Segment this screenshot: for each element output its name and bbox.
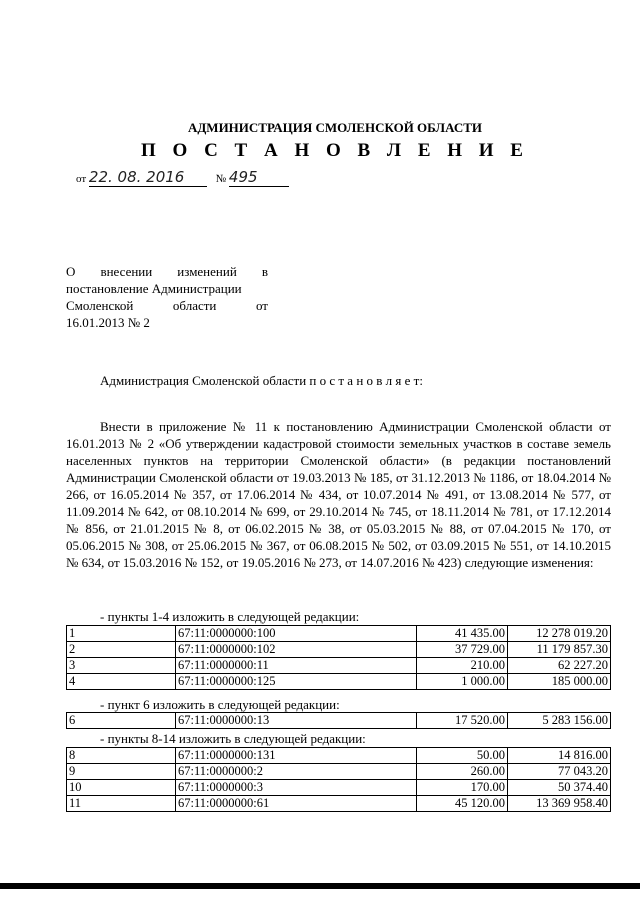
table-row [67,764,611,780]
table-cell-index: 10 [67,780,176,796]
data-table [66,747,611,812]
table-cell-value: 13 369 958.40 [508,796,611,812]
table-cell-value: 14 816.00 [508,748,611,764]
table-cell-cadastral: 67:11:0000000:11 [176,658,417,674]
resolution-intro: Администрация Смоленской области п о с т а н о в л я е т: [100,373,423,388]
table-cell-index: 9 [67,764,176,780]
table-cell-area: 50.00 [417,748,508,764]
table-cell-area: 1 000.00 [417,674,508,690]
table-row [67,796,611,812]
table-cell-area: 260.00 [417,764,508,780]
table-row [67,713,611,729]
table-cell-cadastral: 67:11:0000000:125 [176,674,417,690]
handwritten-date: 22. 08. 2016 [89,168,207,187]
table-row [67,658,611,674]
table-cell-index: 6 [67,713,176,729]
subject-line: постановление Администрации [66,281,242,296]
table-cell-area: 17 520.00 [417,713,508,729]
subject-line: Смоленской области от [66,298,268,313]
table-cell-cadastral: 67:11:0000000:2 [176,764,417,780]
data-table [66,712,611,729]
table-row [67,626,611,642]
section-heading: - пункты 1-4 изложить в следующей редакции: [100,609,360,624]
section-heading: - пункт 6 изложить в следующей редакции: [100,697,340,712]
table-cell-index: 4 [67,674,176,690]
date-prefix: от [76,173,87,185]
table-cell-area: 45 120.00 [417,796,508,812]
table-cell-index: 3 [67,658,176,674]
table-row [67,748,611,764]
table-row [67,674,611,690]
organization-name: АДМИНИСТРАЦИЯ СМОЛЕНСКОЙ ОБЛАСТИ [187,120,483,135]
table-cell-area: 170.00 [417,780,508,796]
table-cell-value: 185 000.00 [508,674,611,690]
table-row [67,780,611,796]
handwritten-number: 495 [229,168,289,187]
document-title: П О С Т А Н О В Л Е Н И Е [141,140,529,161]
table-cell-cadastral: 67:11:0000000:102 [176,642,417,658]
table-cell-cadastral: 67:11:0000000:131 [176,748,417,764]
data-table [66,625,611,690]
table-cell-value: 50 374.40 [508,780,611,796]
table-cell-index: 8 [67,748,176,764]
date-number-line [76,168,289,187]
table-cell-value: 11 179 857.30 [508,642,611,658]
table-cell-value: 5 283 156.00 [508,713,611,729]
table-cell-index: 1 [67,626,176,642]
number-prefix: № [215,173,227,185]
table-cell-value: 62 227.20 [508,658,611,674]
table-cell-area: 37 729.00 [417,642,508,658]
subject-line: О внесении изменений в [66,264,268,279]
subject-line: 16.01.2013 № 2 [66,315,150,330]
table-cell-cadastral: 67:11:0000000:3 [176,780,417,796]
table-cell-cadastral: 67:11:0000000:100 [176,626,417,642]
table-row [67,642,611,658]
document-subject [66,263,268,331]
section-heading: - пункты 8-14 изложить в следующей редакции: [100,731,366,746]
table-cell-cadastral: 67:11:0000000:13 [176,713,417,729]
table-cell-index: 11 [67,796,176,812]
body-paragraph: Внести в приложение № 11 к постановлению Администрации Смоленской области от 16.01.2013 № 2 «Об утверждении кадастровой стоимости земельных участков в составе земель населенных пунктов на территории Смоленской области» (в редакции постановлений Администрации Смоленской области от 19.03.2013 № 185, от 31.12.2013 № 1186, от 18.04.2014 № 266, от 16.05.2014 № 357, от 17.06.2014 № 434, от 10.07.2014 № 491, от 13.08.2014 № 577, от 11.09.2014 № 642, от 08.10.2014 № 699, от 29.10.2014 № 745, от 18.11.2014 № 781, от 17.12.2014 № 856, от 21.01.2015 № 8, от 06.02.2015 № 38, от 05.03.2015 № 88, от 07.04.2015 № 170, от 05.06.2015 № 308, от 25.06.2015 № 367, от 06.08.2015 № 502, от 03.09.2015 № 551, от 14.10.2015 № 634, от 15.03.2016 № 152, от 19.05.2016 № 273, от 14.07.2016 № 423) следующие изменения: [66,419,611,570]
page-bottom-bar [0,883,640,889]
table-cell-value: 77 043.20 [508,764,611,780]
table-cell-area: 41 435.00 [417,626,508,642]
table-cell-cadastral: 67:11:0000000:61 [176,796,417,812]
table-cell-value: 12 278 019.20 [508,626,611,642]
table-cell-area: 210.00 [417,658,508,674]
table-cell-index: 2 [67,642,176,658]
